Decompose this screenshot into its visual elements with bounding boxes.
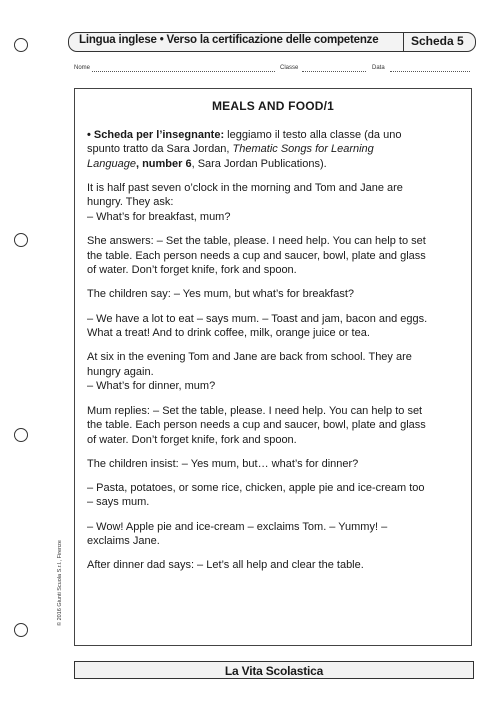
story-line: What a treat! And to drink coffee, milk, orange juice or tea.: [87, 327, 370, 340]
scheda-number: Scheda 5: [411, 34, 464, 48]
story-line: After dinner dad says: – Let’s all help and clear the table.: [87, 559, 364, 572]
story-line: – says mum.: [87, 496, 150, 509]
worksheet-header: [68, 32, 476, 52]
teacher-note: [87, 128, 459, 172]
story-line: – Pasta, potatoes, or some rice, chicken, apple pie and ice-cream too: [87, 481, 425, 494]
magazine-footer: [74, 661, 474, 679]
story-line: She answers: – Set the table, please. I need help. You can help to set: [87, 235, 426, 248]
binder-hole: [14, 38, 28, 52]
story-paragraph: [87, 350, 459, 394]
story-paragraph: [87, 404, 459, 448]
story-line: The children insist: – Yes mum, but… what’s for dinner?: [87, 457, 359, 470]
story-paragraph: [87, 312, 459, 341]
story-line: hungry. They ask:: [87, 196, 174, 209]
story-line: The children say: – Yes mum, but what’s for breakfast?: [87, 288, 354, 301]
card-content: [87, 97, 459, 582]
story-line: – Wow! Apple pie and ice-cream – exclaims Tom. – Yummy! –: [87, 520, 388, 533]
story-line: – We have a lot to eat – says mum. – Toast and jam, bacon and eggs.: [87, 312, 428, 325]
story-line: of water. Don’t forget knife, fork and spoon.: [87, 433, 297, 446]
document-title: MEALS AND FOOD/1: [211, 99, 335, 113]
book-title: Language: [87, 157, 136, 170]
book-number: , number 6: [135, 157, 192, 170]
nome-field[interactable]: [92, 71, 275, 72]
binder-hole: [14, 428, 28, 442]
teacher-note-text: spunto tratto da Sara Jordan,: [87, 143, 233, 156]
copyright-notice: © 2016 Giunti Scuola S.r.l., Firenze: [57, 540, 63, 626]
classe-field[interactable]: [302, 71, 366, 72]
story-paragraph: [87, 558, 459, 573]
story-line: exclaims Jane.: [87, 535, 160, 548]
story-line: It is half past seven o’clock in the morning and Tom and Jane are: [87, 181, 403, 194]
story-line: – What’s for breakfast, mum?: [87, 211, 231, 224]
story-paragraph: [87, 234, 459, 278]
story-line: of water. Don’t forget knife, fork and spoon.: [87, 264, 297, 277]
nome-label: Nome: [74, 65, 91, 71]
book-title: Thematic Songs for Learning: [232, 143, 374, 156]
binder-hole: [14, 233, 28, 247]
story-line: At six in the evening Tom and Jane are back from school. They are: [87, 351, 412, 364]
story-paragraph: [87, 457, 459, 472]
story-paragraph: [87, 481, 459, 510]
text-card: [74, 88, 472, 646]
story-text: [87, 181, 459, 573]
story-paragraph: [87, 520, 459, 549]
teacher-note-text: leggiamo il testo alla classe (da uno: [224, 128, 402, 141]
teacher-note-text: , Sara Jordan Publications).: [191, 157, 327, 170]
header-title: Lingua inglese • Verso la certificazione delle competenze: [79, 34, 379, 46]
magazine-title: La Vita Scolastica: [224, 664, 324, 678]
teacher-note-label: • Scheda per l’insegnante:: [87, 128, 225, 141]
classe-label: Classe: [280, 65, 299, 71]
header-divider: [403, 33, 404, 51]
binder-hole: [14, 623, 28, 637]
story-line: – What’s for dinner, mum?: [87, 380, 216, 393]
story-line: the table. Each person needs a cup and saucer, bowl, plate and glass: [87, 419, 426, 432]
student-info-fields: [74, 65, 474, 77]
story-line: hungry again.: [87, 365, 154, 378]
story-line: Mum replies: – Set the table, please. I need help. You can help to set: [87, 404, 423, 417]
story-paragraph: [87, 287, 459, 302]
data-label: Data: [372, 65, 385, 71]
data-field[interactable]: [390, 71, 470, 72]
story-line: the table. Each person needs a cup and saucer, bowl, plate and glass: [87, 249, 426, 262]
story-paragraph: [87, 181, 459, 225]
